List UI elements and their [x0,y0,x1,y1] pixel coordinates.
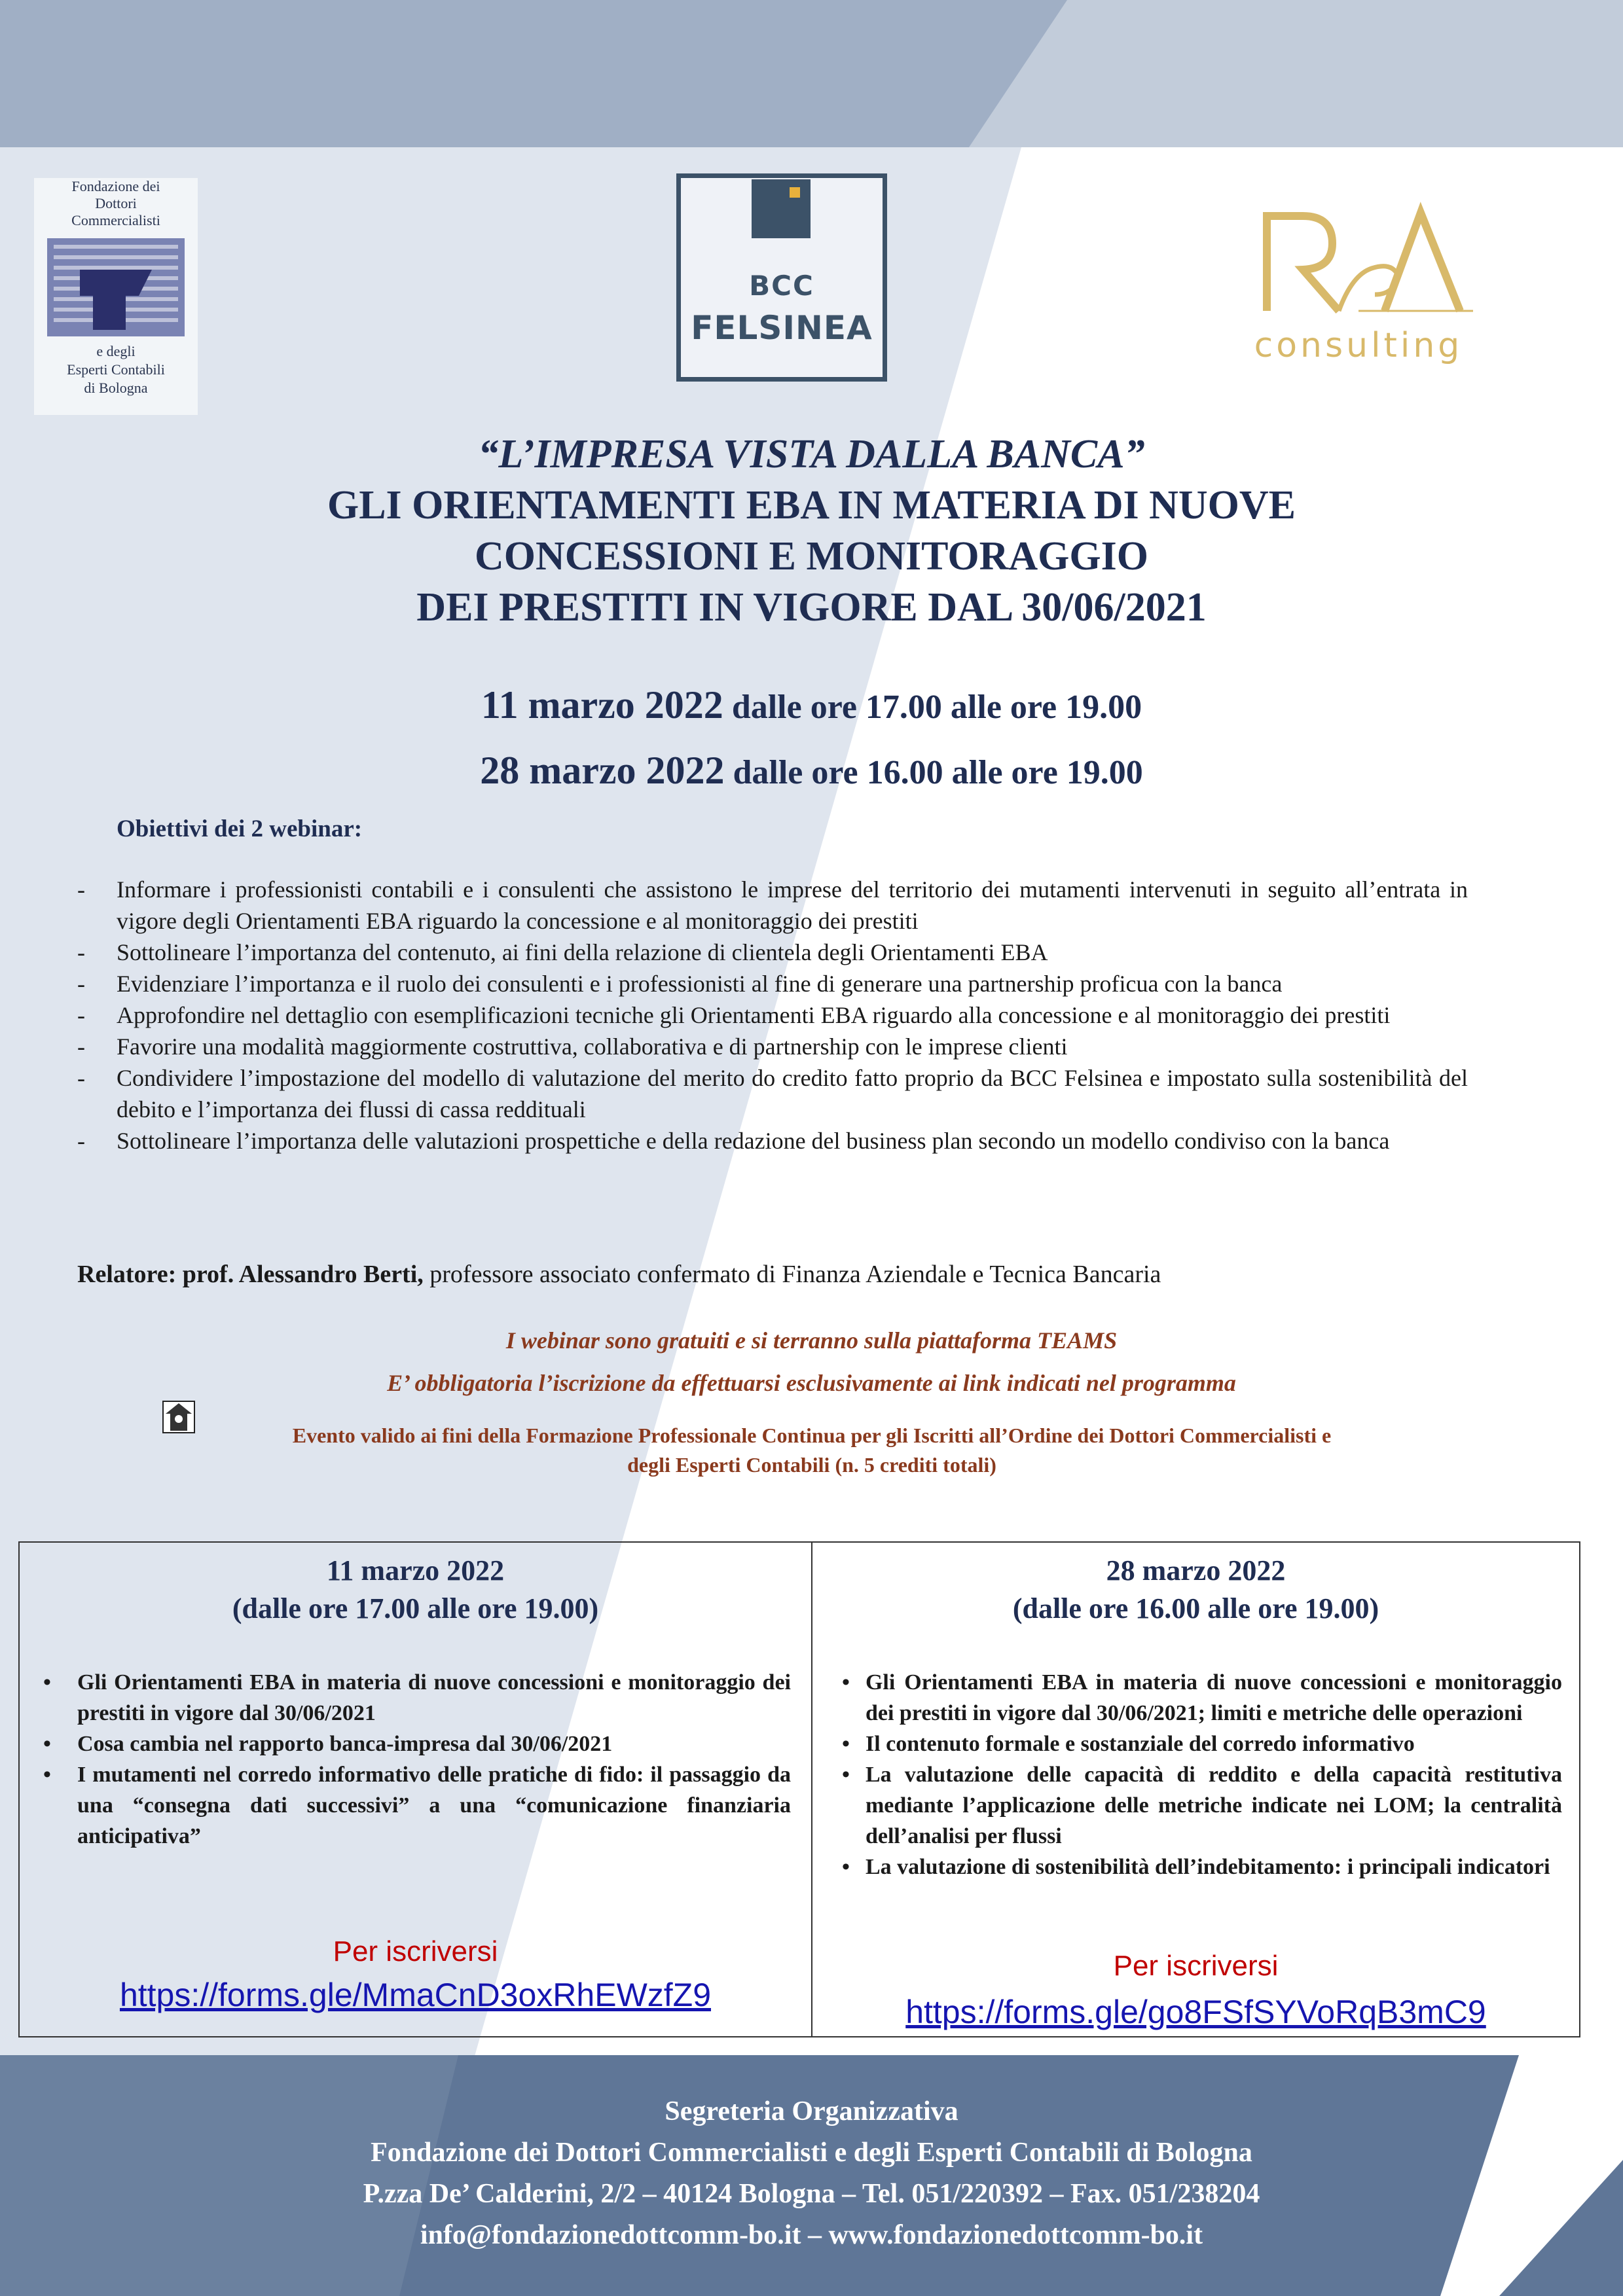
event-date-row [0,677,1623,743]
register-label: Per iscriversi [333,1935,498,1967]
mandatory-registration-notice: E’ obbligatoria l’iscrizione da effettuarsi esclusivamente ai link indicati nel programma [387,1370,1236,1396]
fdc-logo-text-1: Fondazione dei [71,178,160,194]
objective-text: Sottolineare l’importanza del contenuto, ai fini della relazione di clientela degli Orientamenti EBA [117,939,1048,965]
sessions-table [18,1541,1580,2037]
dash-bullet: - [77,971,85,997]
bullet-dot: • [43,1732,51,1756]
bullet-dot: • [841,1855,850,1879]
footer-title: Segreteria Organizzativa [665,2096,958,2126]
topic-text: Gli Orientamenti EBA in materia di nuove concessioni e monitoraggio dei prestiti in vigore dal 30/06/2021; limiti e metriche delle operazioni [865,1670,1562,1725]
credits-line-1: Evento valido ai fini della Formazione Professionale Continua per gli Iscritti all’Ordine dei Dottori Commercialisti e [292,1424,1332,1447]
topic-text: Cosa cambia nel rapporto banca-impresa dal 30/06/2021 [77,1732,613,1756]
session-topics [842,1667,1562,1882]
event-time: dalle ore 16.00 alle ore 19.00 [724,754,1143,791]
list-item [77,968,1468,999]
list-item [77,1031,1468,1062]
ra-consulting-text: consulting [1254,326,1463,365]
topic-text: La valutazione di sostenibilità dell’indebitamento: i principali indicatori [865,1855,1550,1879]
objective-text: Condividere l’impostazione del modello di valutazione del merito do credito fatto proprio da BCC Felsinea e impostato sulla sostenibilità del debito e l’importanza dei flussi di cassa reddituali [117,1065,1468,1122]
session-topics [38,1667,791,1852]
fdc-logo-text-3: Commercialisti [71,212,160,228]
session-column-1 [20,1543,812,2036]
footer-contacts[interactable]: info@fondazionedottcomm-bo.it – www.fondazionedottcomm-bo.it [420,2220,1203,2250]
list-item [842,1852,1562,1882]
list-item [38,1759,791,1852]
objective-text: Sottolineare l’importanza delle valutazioni prospettiche e della redazione del business plan secondo un modello condiviso con la banca [117,1128,1390,1154]
speaker-description: professore associato confermato di Finanza Aziendale e Tecnica Bancaria [423,1261,1161,1288]
fdc-logo-text-5: Esperti Contabili [67,361,165,378]
session-column-2 [812,1543,1579,2036]
dash-bullet: - [77,1002,85,1028]
topic-text: Gli Orientamenti EBA in materia di nuove concessioni e monitoraggio dei prestiti in vigore dal 30/06/2021 [77,1670,791,1725]
event-date: 11 marzo 2022 [481,683,723,726]
event-title-quote: “L’IMPRESA VISTA DALLA BANCA” [478,432,1145,476]
topic-text: Il contenuto formale e sostanziale del corredo informativo [865,1732,1415,1756]
register-label: Per iscriversi [1113,1950,1279,1982]
session-time: (dalle ore 16.00 alle ore 19.00) [1012,1592,1379,1624]
event-time: dalle ore 17.00 alle ore 19.00 [723,689,1142,726]
register-link[interactable]: https://forms.gle/go8FSfSYVoRqB3mC9 [905,1994,1486,2030]
list-item [77,937,1468,968]
bullet-dot: • [841,1670,850,1695]
dash-bullet: - [77,876,85,903]
fdc-logo-text-4: e degli [96,343,136,359]
objectives-heading: Obiettivi dei 2 webinar: [117,816,363,842]
session-time: (dalle ore 17.00 alle ore 19.00) [232,1592,599,1624]
register-link[interactable]: https://forms.gle/MmaCnD3oxRhEWzfZ9 [119,1977,711,2013]
credits-notice [190,1421,1434,1480]
session-date: 28 marzo 2022 [1106,1554,1286,1587]
credits-line-2: degli Esperti Contabili (n. 5 crediti totali) [627,1453,996,1477]
event-date-row [0,743,1623,808]
objective-text: Approfondire nel dettaglio con esemplificazioni tecniche gli Orientamenti EBA riguardo alla concessione e al monitoraggio dei prestiti [117,1002,1391,1028]
objectives-list [77,874,1468,1157]
event-title-block [0,429,1623,633]
list-item [77,1062,1468,1125]
speaker-line [77,1260,1161,1289]
list-item [842,1729,1562,1759]
bullet-dot: • [43,1670,51,1695]
list-item [38,1667,791,1729]
dash-bullet: - [77,1065,85,1091]
topic-text: I mutamenti nel corredo informativo delle pratiche di fido: il passaggio da una “consegna dati successivi” a una “comunicazione finanziaria anticipativa” [77,1763,791,1848]
event-dates [0,677,1623,808]
footer-organization: Fondazione dei Dottori Commercialisti e degli Esperti Contabili di Bologna [371,2138,1252,2168]
bullet-dot: • [841,1763,850,1787]
dash-bullet: - [77,1033,85,1060]
event-title-line-3: DEI PRESTITI IN VIGORE DAL 30/06/2021 [416,585,1207,630]
event-title-line-1: GLI ORIENTAMENTI EBA IN MATERIA DI NUOVE [327,483,1296,528]
footer-address: P.zza De’ Calderini, 2/2 – 40124 Bologna – Tel. 051/220392 – Fax. 051/238204 [363,2179,1260,2209]
dash-bullet: - [77,939,85,965]
fdc-logo-text-6: di Bologna [84,380,148,396]
event-date: 28 marzo 2022 [480,749,725,792]
topic-text: La valutazione delle capacità di reddito e della capacità restitutiva mediante l’applicazione delle metriche indicate nei LOM; la centralità dell’analisi per flussi [865,1763,1562,1848]
dash-bullet: - [77,1128,85,1154]
event-title-line-2: CONCESSIONI E MONITORAGGIO [475,534,1148,579]
list-item [842,1667,1562,1729]
felsinea-logo-text: FELSINEA [691,309,873,347]
objective-text: Informare i professionisti contabili e i consulenti che assistono le imprese del territorio dei mutamenti intervenuti in seguito all’entrata in vigore degli Orientamenti EBA riguardo la concessione e al monitoraggio dei prestiti [117,876,1468,934]
free-webinar-notice: I webinar sono gratuiti e si terranno sulla piattaforma TEAMS [505,1327,1118,1354]
list-item [842,1759,1562,1852]
list-item [38,1729,791,1759]
list-item [77,1125,1468,1157]
session-date: 11 marzo 2022 [326,1554,505,1587]
speaker-label: Relatore: prof. Alessandro Berti, [77,1261,424,1288]
list-item [77,999,1468,1031]
footer [0,2091,1623,2256]
bcc-logo-text: BCC [749,270,814,302]
objective-text: Evidenziare l’importanza e il ruolo dei consulenti e i professionisti al fine di generare una partnership proficua con la banca [117,971,1283,997]
list-item [77,874,1468,937]
bullet-dot: • [43,1763,51,1787]
objective-text: Favorire una modalità maggiormente costruttiva, collaborativa e di partnership con le imprese clienti [117,1033,1068,1060]
fdc-logo-text-2: Dottori [95,195,137,211]
bullet-dot: • [841,1732,850,1756]
